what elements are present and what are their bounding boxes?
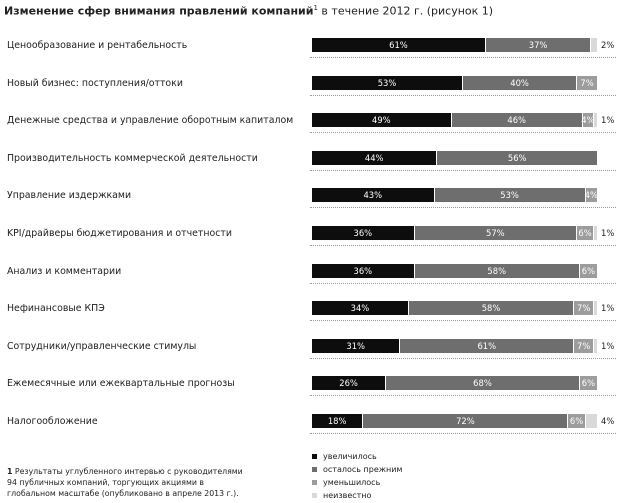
bar-segment: 49% — [312, 113, 452, 127]
bar-segment — [586, 414, 597, 428]
bar-segment — [594, 301, 597, 315]
category-label: Нефинансовые КПЭ — [7, 303, 105, 315]
bar-segment: 7% — [574, 339, 594, 353]
stacked-bar — [312, 113, 597, 127]
bar-segment: 7% — [574, 301, 594, 315]
stacked-bar — [312, 151, 597, 165]
bar-segment: 18% — [312, 414, 363, 428]
row-separator — [310, 358, 616, 359]
unknown-share-label: 4% — [601, 416, 615, 426]
stacked-bar — [312, 339, 597, 353]
bar-segment: 36% — [312, 264, 415, 278]
category-label: Анализ и комментарии — [7, 265, 122, 277]
bar-segment: 61% — [400, 339, 574, 353]
category-label: Ценообразование и рентабельность — [7, 40, 188, 51]
chart-title-footnote-ref: 1 — [313, 4, 318, 12]
legend-label: уменьшилось — [323, 478, 381, 487]
category-label: Управление издержками — [7, 190, 132, 202]
row-separator — [310, 57, 616, 58]
category-label: Ежемесячные или ежеквартальные прогнозы — [7, 378, 235, 390]
unknown-share-label: 1% — [601, 115, 615, 126]
row-separator — [310, 395, 616, 396]
bar-segment: 4% — [584, 190, 598, 201]
bar-segment: 57% — [415, 226, 577, 240]
footnote — [7, 466, 252, 499]
row-separator — [310, 433, 616, 434]
footnote-text: Результаты углубленного интервью с руководителями 94 публичных компаний, торгующих акциями в глобальном масштабе (опубликовано в апреле 2013 г.). — [7, 467, 243, 498]
legend-item — [312, 489, 402, 502]
category-label: KPI/драйверы бюджетирования и отчетности — [7, 228, 232, 239]
chart-legend — [312, 450, 402, 502]
bar-segment: 4% — [581, 115, 595, 126]
bar-segment: 36% — [312, 226, 415, 240]
row-separator — [310, 245, 616, 246]
category-label: Денежные средства и управление оборотным капиталом — [7, 115, 294, 127]
legend-swatch — [312, 467, 317, 472]
chart-title-main: Изменение сфер внимания правлений компаний — [4, 4, 314, 18]
row-separator — [310, 95, 616, 96]
bar-segment: 46% — [452, 113, 583, 127]
bar-segment: 6% — [581, 378, 596, 389]
category-label: Сотрудники/управленческие стимулы — [7, 340, 197, 352]
stacked-bar — [312, 376, 597, 390]
row-separator — [310, 170, 616, 171]
stacked-bar — [312, 226, 597, 240]
bar-segment: 58% — [415, 264, 580, 278]
bar-segment: 44% — [312, 151, 437, 165]
bar-segment — [594, 226, 597, 240]
bar-segment: 56% — [437, 151, 597, 165]
bar-segment — [591, 38, 597, 52]
bar-segment: 34% — [312, 301, 409, 315]
bar-segment: 37% — [486, 38, 591, 52]
stacked-bar — [312, 264, 597, 278]
row-separator — [310, 320, 616, 321]
legend-item — [312, 476, 402, 489]
stacked-bar — [312, 414, 597, 428]
stacked-bar — [312, 188, 597, 202]
row-separator — [310, 132, 616, 133]
bar-segment: 6% — [577, 226, 594, 240]
stacked-bar — [312, 38, 597, 52]
bar-segment — [594, 339, 597, 353]
unknown-share-label: 1% — [601, 303, 615, 314]
bar-segment: 53% — [435, 188, 586, 202]
row-separator — [310, 283, 616, 284]
bar-segment: 43% — [312, 188, 435, 202]
legend-label: неизвестно — [323, 491, 372, 500]
bar-segment: 31% — [312, 339, 400, 353]
footnote-number: 1 — [7, 467, 13, 476]
bar-segment: 61% — [312, 38, 486, 52]
row-separator — [310, 207, 616, 208]
category-label: Налогообложение — [7, 416, 98, 427]
stacked-bar — [312, 301, 597, 315]
unknown-share-label: 1% — [601, 228, 615, 238]
category-label: Новый бизнес: поступления/оттоки — [7, 77, 183, 89]
bar-segment: 26% — [312, 376, 386, 390]
legend-label: увеличилось — [323, 452, 377, 461]
category-label: Производительность коммерческой деятельности — [7, 152, 258, 164]
legend-swatch — [312, 480, 317, 485]
bar-segment: 53% — [312, 76, 463, 90]
legend-item — [312, 450, 402, 463]
bar-segment: 58% — [409, 301, 574, 315]
bar-segment: 7% — [577, 76, 597, 90]
legend-item — [312, 463, 402, 476]
bar-segment: 72% — [363, 414, 568, 428]
chart-title-rest: в течение 2012 г. (рисунок 1) — [317, 4, 494, 18]
legend-swatch — [312, 493, 317, 498]
legend-swatch — [312, 454, 317, 459]
unknown-share-label: 2% — [601, 40, 615, 50]
bar-segment: 40% — [463, 76, 577, 90]
legend-label: осталось прежним — [323, 465, 403, 474]
bar-segment: 68% — [386, 376, 580, 390]
bar-segment: 6% — [581, 265, 596, 276]
unknown-share-label: 1% — [601, 340, 615, 351]
bar-segment — [594, 113, 597, 127]
bar-segment: 6% — [568, 414, 585, 428]
chart-title — [4, 4, 493, 18]
stacked-bar — [312, 76, 597, 90]
